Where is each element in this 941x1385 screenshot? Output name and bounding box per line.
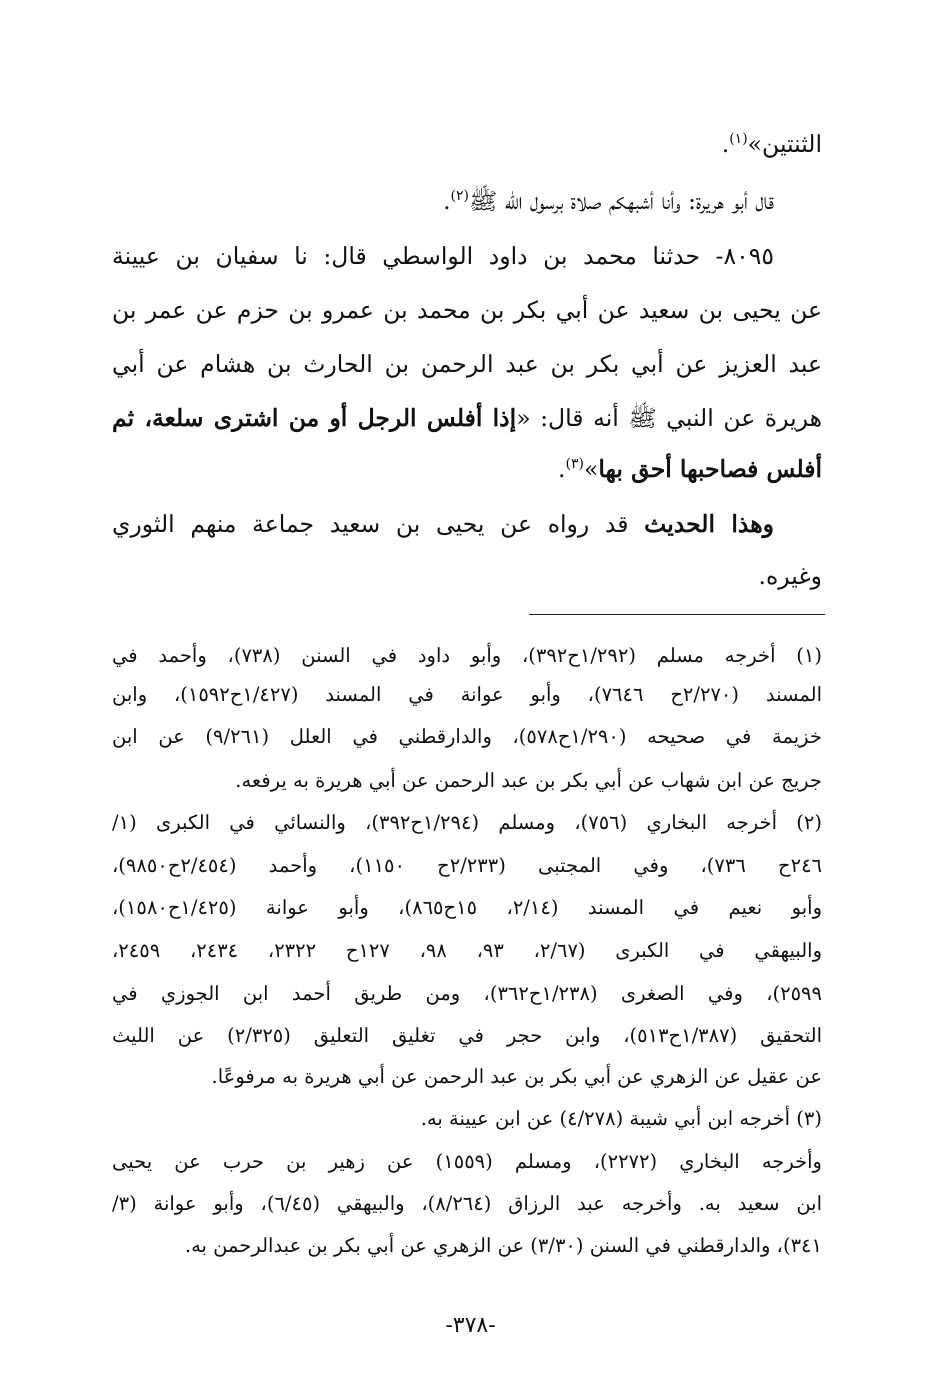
main-line: وغيره. — [758, 562, 822, 590]
footnote-line: المسند (٢/٢٧٠ح ٧٦٤٦)، وأبو عوانة في المسند (١/٤٢٧ح١٥٩٢)، وابن — [112, 683, 822, 706]
main-line: أفلس فصاحبها أحق بها»$^{(٣)}$. — [558, 455, 822, 483]
footnote-line: وأبو نعيم في المسند (٢/١٤، ١٥ح٨٦٥)، وأبو عوانة (١/٤٢٥ح١٥٨٠)، — [112, 896, 822, 919]
footnote-line: ابن سعيد به. وأخرجه عبد الرزاق (٨/٢٦٤)، والبيهقي (٦/٤٥)، وأبو عوانة (٣/ — [112, 1192, 823, 1215]
footnote-line: عن عقيل عن الزهري عن أبي بكر بن عبد الرحمن عن أبي هريرة به مرفوعًا. — [211, 1065, 822, 1088]
footnote-line: خزيمة في صحيحه (١/٢٩٠ح٥٧٨)، والدارقطني في العلل (٩/٢٦١) عن ابن — [112, 725, 822, 748]
hadith-8095-line: ٨٠٩٥- حدثنا محمد بن داود الواسطي قال: نا سفيان بن عيينة — [112, 242, 774, 270]
footnote-line: ٢٤٦ح ٧٣٦)، وفي المجتبى (٢/٢٣٣ح ١١٥٠)، وأحمد (٢/٤٥٤ح٩٨٥٠)، — [112, 854, 823, 877]
footnote-line: (١) أخرجه مسلم (١/٢٩٢ح٣٩٢)، وأبو داود في السنن (٧٣٨)، وأحمد في — [112, 644, 822, 667]
page-number: -٣٧٨- — [445, 1313, 496, 1338]
main-line: الثنتين»$^{(١)}$. — [721, 130, 822, 158]
main-line: عن يحيى بن سعيد عن أبي بكر بن محمد بن عمرو بن حزم عن عمر بن — [112, 296, 822, 324]
main-line: عبد العزيز عن أبي بكر بن عبد الرحمن بن الحارث بن هشام عن أبي — [112, 350, 822, 378]
footnote-line: ٣٤١)، والدارقطني في السنن (٣/٣٠) عن الزهري عن أبي بكر بن عبدالرحمن به. — [184, 1234, 822, 1257]
main-line: وهذا الحديث قد رواه عن يحيى بن سعيد جماعة منهم الثوري — [112, 510, 774, 538]
footnote-line: ٢٥٩٩)، وفي الصغرى (١/٢٣٨ح٣٦٢)، ومن طريق أحمد ابن الجوزي في — [112, 982, 823, 1005]
footnote-line: التحقيق (١/٣٨٧ح٥١٣)، وابن حجر في تغليق التعليق (٢/٣٢٥) عن الليث — [112, 1024, 822, 1047]
footnote-line: (٣) أخرجه ابن أبي شيبة (٤/٢٧٨) عن ابن عيينة به. — [420, 1107, 822, 1130]
footnote-divider — [529, 614, 825, 615]
footnote-line: وأخرجه البخاري (٢٢٧٢)، ومسلم (١٥٥٩) عن زهير بن حرب عن يحيى — [112, 1150, 822, 1173]
footnote-line: والبيهقي في الكبرى (٢/٦٧، ٩٣، ٩٨، ١٢٧ح ٢٣٢٢، ٢٤٣٤، ٢٤٥٩، — [112, 939, 823, 962]
main-line: هريرة عن النبي ﷺ أنه قال: «إذا أفلس الرجل أو من اشترى سلعة، ثم — [112, 404, 822, 432]
footnote-line: (٢) أخرجه البخاري (٧٥٦)، ومسلم (١/٢٩٤ح٣٩٢)، والنسائي في الكبرى (١/ — [112, 811, 822, 834]
footnote-line: جريج عن ابن شهاب عن أبي بكر بن عبد الرحمن عن أبي هريرة به يرفعه. — [235, 769, 822, 792]
main-line: قال أبو هريرة: وأنا أشبهكم صلاة برسول الله ﷺ$^{(٢)}$. — [443, 187, 774, 215]
